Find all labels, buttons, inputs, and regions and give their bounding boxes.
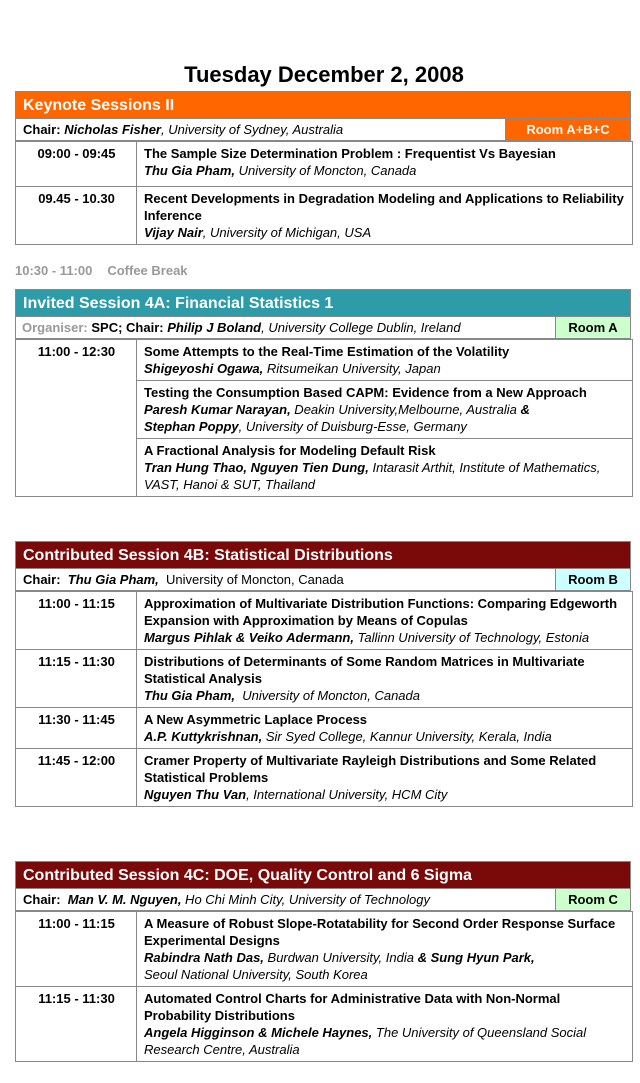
author-name: Stephan Poppy — [144, 419, 239, 434]
talk-time: 11:00 - 11:15 — [16, 592, 137, 650]
talk-authors — [144, 224, 626, 241]
talk-time: 11:30 - 11:45 — [16, 708, 137, 749]
author-affiliation: University of Moncton, Canada — [235, 688, 420, 703]
table-row — [16, 987, 633, 1062]
talk-authors — [144, 360, 626, 377]
section-header: Contributed Session 4C: DOE, Quality Control and 6 Sigma — [15, 861, 631, 889]
author-affiliation: , University of Michigan, USA — [202, 225, 372, 240]
chair-affiliation: Ho Chi Minh City, University of Technology — [181, 892, 430, 907]
author-name: Rabindra Nath Das, — [144, 950, 264, 965]
talk-table — [15, 911, 633, 1062]
talk-cell — [137, 749, 633, 807]
talk-title: The Sample Size Determination Problem : Frequentist Vs Bayesian — [144, 146, 556, 161]
chair-name: Man V. M. Nguyen, — [60, 892, 182, 907]
talk-table — [15, 339, 633, 497]
room-badge: Room B — [555, 569, 630, 590]
room-badge: Room A+B+C — [505, 119, 630, 140]
talk-time: 11:00 - 11:15 — [16, 912, 137, 987]
talk-authors — [144, 629, 626, 646]
talk-title: A Measure of Robust Slope-Rotatability for Second Order Response Surface Experimental Designs — [144, 916, 616, 948]
talk-time: 11:15 - 11:30 — [16, 987, 137, 1062]
chair-label: Chair: — [23, 892, 61, 907]
table-row — [16, 650, 633, 708]
organiser: SPC; Chair: — [87, 320, 168, 335]
talk-cell — [137, 340, 633, 381]
table-row — [16, 749, 633, 807]
author-affiliation: The University of Queensland Social Research Centre, Australia — [144, 1025, 587, 1057]
talk-authors — [144, 459, 626, 493]
talk-authors — [144, 1024, 626, 1058]
talk-authors — [144, 786, 626, 803]
talk-title: A New Asymmetric Laplace Process — [144, 712, 368, 727]
chair-name: Nicholas Fisher — [64, 122, 161, 137]
author-affiliation: Seoul National University, South Korea — [144, 967, 368, 982]
session-4c — [15, 861, 631, 1062]
talk-time: 09.45 - 10.30 — [16, 187, 137, 245]
talk-table — [15, 141, 633, 245]
room-badge: Room A — [555, 317, 630, 338]
author-ampersand: & — [417, 950, 427, 965]
talk-title: Recent Developments in Degradation Modeling and Applications to Reliability Inference — [144, 191, 624, 223]
chair-line — [15, 569, 631, 591]
talk-cell — [137, 187, 633, 245]
talk-table — [15, 591, 633, 807]
author-affiliation: , International University, HCM City — [246, 787, 448, 802]
talk-authors — [144, 162, 626, 179]
chair-affiliation: , University College Dublin, Ireland — [261, 320, 461, 335]
section-header: Invited Session 4A: Financial Statistics 1 — [15, 289, 631, 317]
session-4b — [15, 541, 631, 807]
table-row — [16, 592, 633, 650]
talk-authors — [144, 687, 626, 704]
break-label: Coffee Break — [107, 263, 188, 278]
author-name: Paresh Kumar Narayan, — [144, 402, 291, 417]
table-row — [16, 708, 633, 749]
author-affiliation: Tallinn University of Technology, Estonia — [353, 630, 590, 645]
break-time: 10:30 - 11:00 — [15, 263, 93, 278]
room-badge: Room C — [555, 889, 630, 910]
session-4a — [15, 289, 631, 497]
author-name: Nguyen Thu Van — [144, 787, 247, 802]
chair-label: Chair: — [23, 572, 61, 587]
author-affiliation: Deakin University,Melbourne, Australia — [290, 402, 521, 417]
talk-title: Distributions of Determinants of Some Random Matrices in Multivariate Statistical Analysis — [144, 654, 585, 686]
talk-cell — [137, 650, 633, 708]
author-ampersand: & — [520, 402, 530, 417]
talk-authors — [144, 401, 626, 435]
talk-title: Approximation of Multivariate Distribution Functions: Comparing Edgeworth Expansion with Approximation by Means of Copulas — [144, 596, 618, 628]
talk-title: A Fractional Analysis for Modeling Default Risk — [144, 443, 436, 458]
organiser-label: Organiser: — [22, 320, 88, 335]
author-affiliation: Ritsumeikan University, Japan — [263, 361, 441, 376]
chair-name: Philip J Boland — [167, 320, 262, 335]
talk-time: 11:00 - 12:30 — [16, 340, 137, 497]
author-affiliation: Burdwan University, India — [263, 950, 418, 965]
chair-affiliation: , University of Sydney, Australia — [161, 122, 344, 137]
chair-name: Thu Gia Pham, — [60, 572, 159, 587]
chair-label: Chair: — [23, 122, 61, 137]
author-affiliation: University of Moncton, Canada — [235, 163, 417, 178]
talk-time: 11:15 - 11:30 — [16, 650, 137, 708]
talk-cell — [137, 987, 633, 1062]
coffee-break — [15, 262, 188, 280]
table-row — [16, 187, 633, 245]
page-title: Tuesday December 2, 2008 — [184, 62, 464, 87]
author-name: Sung Hyun Park, — [426, 950, 535, 965]
section-header: Contributed Session 4B: Statistical Distributions — [15, 541, 631, 569]
chair-line — [15, 889, 631, 911]
table-row — [16, 340, 633, 381]
author-name: Thu Gia Pham, — [144, 688, 236, 703]
author-name: Tran Hung Thao, Nguyen Tien Dung, — [144, 460, 369, 475]
talk-cell — [137, 592, 633, 650]
author-affiliation: , University of Duisburg-Esse, Germany — [238, 419, 467, 434]
talk-title: Testing the Consumption Based CAPM: Evidence from a New Approach — [144, 385, 587, 400]
keynote-section — [15, 91, 631, 245]
talk-cell — [137, 708, 633, 749]
author-name: A.P. Kuttykrishnan, — [144, 729, 263, 744]
talk-time: 11:45 - 12:00 — [16, 749, 137, 807]
talk-cell — [137, 912, 633, 987]
author-name: Shigeyoshi Ogawa, — [144, 361, 264, 376]
author-name: Vijay Nair — [144, 225, 203, 240]
talk-title: Some Attempts to the Real-Time Estimation of the Volatility — [144, 344, 510, 359]
talk-authors — [144, 949, 626, 983]
author-name: Margus Pihlak & Veiko Adermann, — [144, 630, 354, 645]
table-row — [16, 912, 633, 987]
author-name: Angela Higginson & Michele Haynes, — [144, 1025, 373, 1040]
chair-line — [15, 119, 631, 141]
talk-title: Automated Control Charts for Administrative Data with Non-Normal Probability Distributions — [144, 991, 561, 1023]
talk-cell — [137, 142, 633, 187]
talk-cell — [137, 439, 633, 497]
author-affiliation: Intarasit Arthit, Institute of Mathematics, VAST, Hanoi & SUT, Thailand — [144, 460, 601, 492]
chair-affiliation: University of Moncton, Canada — [158, 572, 344, 587]
talk-authors — [144, 728, 626, 745]
author-name: Thu Gia Pham, — [144, 163, 236, 178]
section-header: Keynote Sessions II — [15, 91, 631, 119]
table-row — [16, 142, 633, 187]
talk-title: Cramer Property of Multivariate Rayleigh Distributions and Some Related Statistical Problems — [144, 753, 597, 785]
talk-time: 09:00 - 09:45 — [16, 142, 137, 187]
chair-line — [15, 317, 631, 339]
author-affiliation: Sir Syed College, Kannur University, Kerala, India — [262, 729, 552, 744]
talk-cell — [137, 381, 633, 439]
